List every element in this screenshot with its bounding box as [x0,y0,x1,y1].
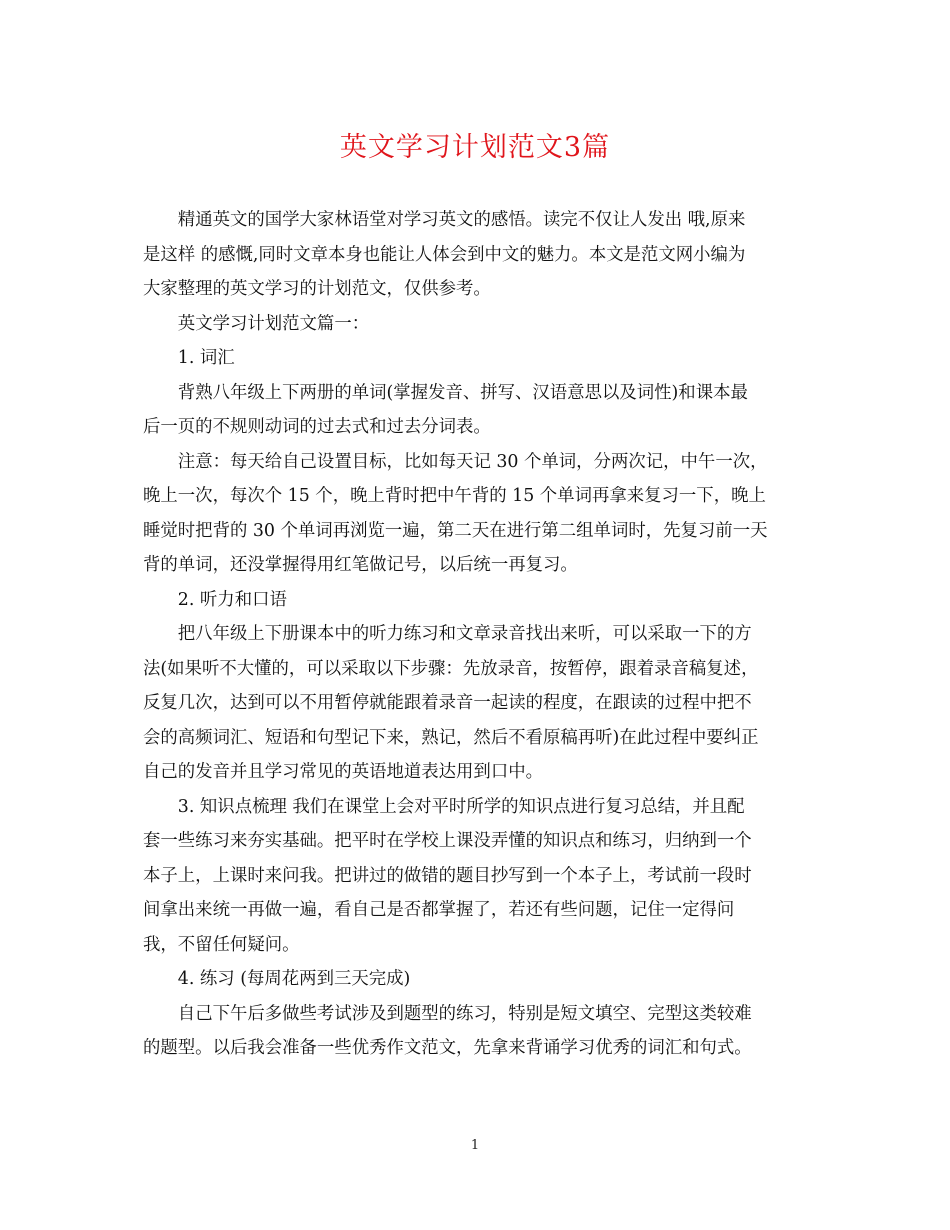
text-line: 本子上，上课时来问我。把讲过的做错的题目抄写到一个本子上，考试前一段时 [143,865,752,886]
text-line: 背熟八年级上下两册的单词(掌握发音、拼写、汉语意思以及词性)和课本最 [177,382,748,403]
page-title: 英文学习计划范文3篇 [339,132,611,163]
text-line: 大家整理的英文学习的计划范文，仅供参考。 [143,279,491,299]
text-line: 的题型。以后我会准备一些优秀作文范文，先拿来背诵学习优秀的词汇和句式。 [143,1038,752,1058]
text-line: 反复几次，达到可以不用暂停就能跟着录音一起读的程度，在跟读的过程中把不 [143,693,752,713]
text-line: 自己下午后多做些考试涉及到题型的练习，特别是短文填空、完型这类较难 [177,1003,752,1024]
paragraph [143,790,805,963]
paragraph [143,583,805,618]
paragraph [143,203,805,307]
text-line: 我，不留任何疑问。 [143,934,300,955]
paragraph [143,341,805,376]
paragraph [143,376,805,445]
text-line: 晚上一次，每次个 15 个，晚上背时把中午背的 15 个单词再拿来复习一下，晚上 [143,486,766,506]
text-line: 间拿出来统一再做一遍，看自己是否都掌握了，若还有些问题，记住一定得问 [143,900,735,920]
paragraph [143,997,805,1066]
text-line: 套一些练习来夯实基础。把平时在学校上课没弄懂的知识点和练习，归纳到一个 [143,831,752,851]
paragraph [143,307,805,342]
text-line: 是这样 的感慨,同时文章本身也能让人体会到中文的魅力。本文是范文网小编为 [143,244,746,265]
paragraph [143,962,805,997]
text-line: 会的高频词汇、短语和句型记下来，熟记，然后不看原稿再听)在此过程中要纠正 [143,727,759,748]
text-line: 自己的发音并且学习常见的英语地道表达用到口中。 [143,762,543,782]
paragraph [143,617,805,790]
text-line: 法(如果听不大懂的，可以采取以下步骤：先放录音，按暂停，跟着录音稿复述， [143,658,759,679]
text-line: 背的单词，还没掌握得用红笔做记号，以后统一再复习。 [143,555,578,575]
text-line: 2. 听力和口语 [177,589,287,610]
paragraph [143,445,805,583]
text-line: 1. 词汇 [177,348,235,368]
text-line: 精通英文的国学大家林语堂对学习英文的感悟。读完不仅让人发出 哦,原来 [177,210,746,230]
text-line: 4. 练习 (每周花两到三天完成) [177,969,411,989]
text-line: 把八年级上下册课本中的听力练习和文章录音找出来听，可以采取一下的方 [177,624,752,644]
text-line: 英文学习计划范文篇一： [177,313,370,334]
text-line: 3. 知识点梳理 我们在课堂上会对平时所学的知识点进行复习总结，并且配 [177,796,745,817]
document-body [143,203,805,1066]
text-line: 后一页的不规则动词的过去式和过去分词表。 [143,417,491,437]
text-line: 注意：每天给自己设置目标，比如每天记 30 个单词，分两次记，中午一次， [177,451,768,472]
text-line: 睡觉时把背的 30 个单词再浏览一遍，第二天在进行第二组单词时，先复习前一天 [143,520,768,541]
page-number: 1 [470,1138,480,1153]
